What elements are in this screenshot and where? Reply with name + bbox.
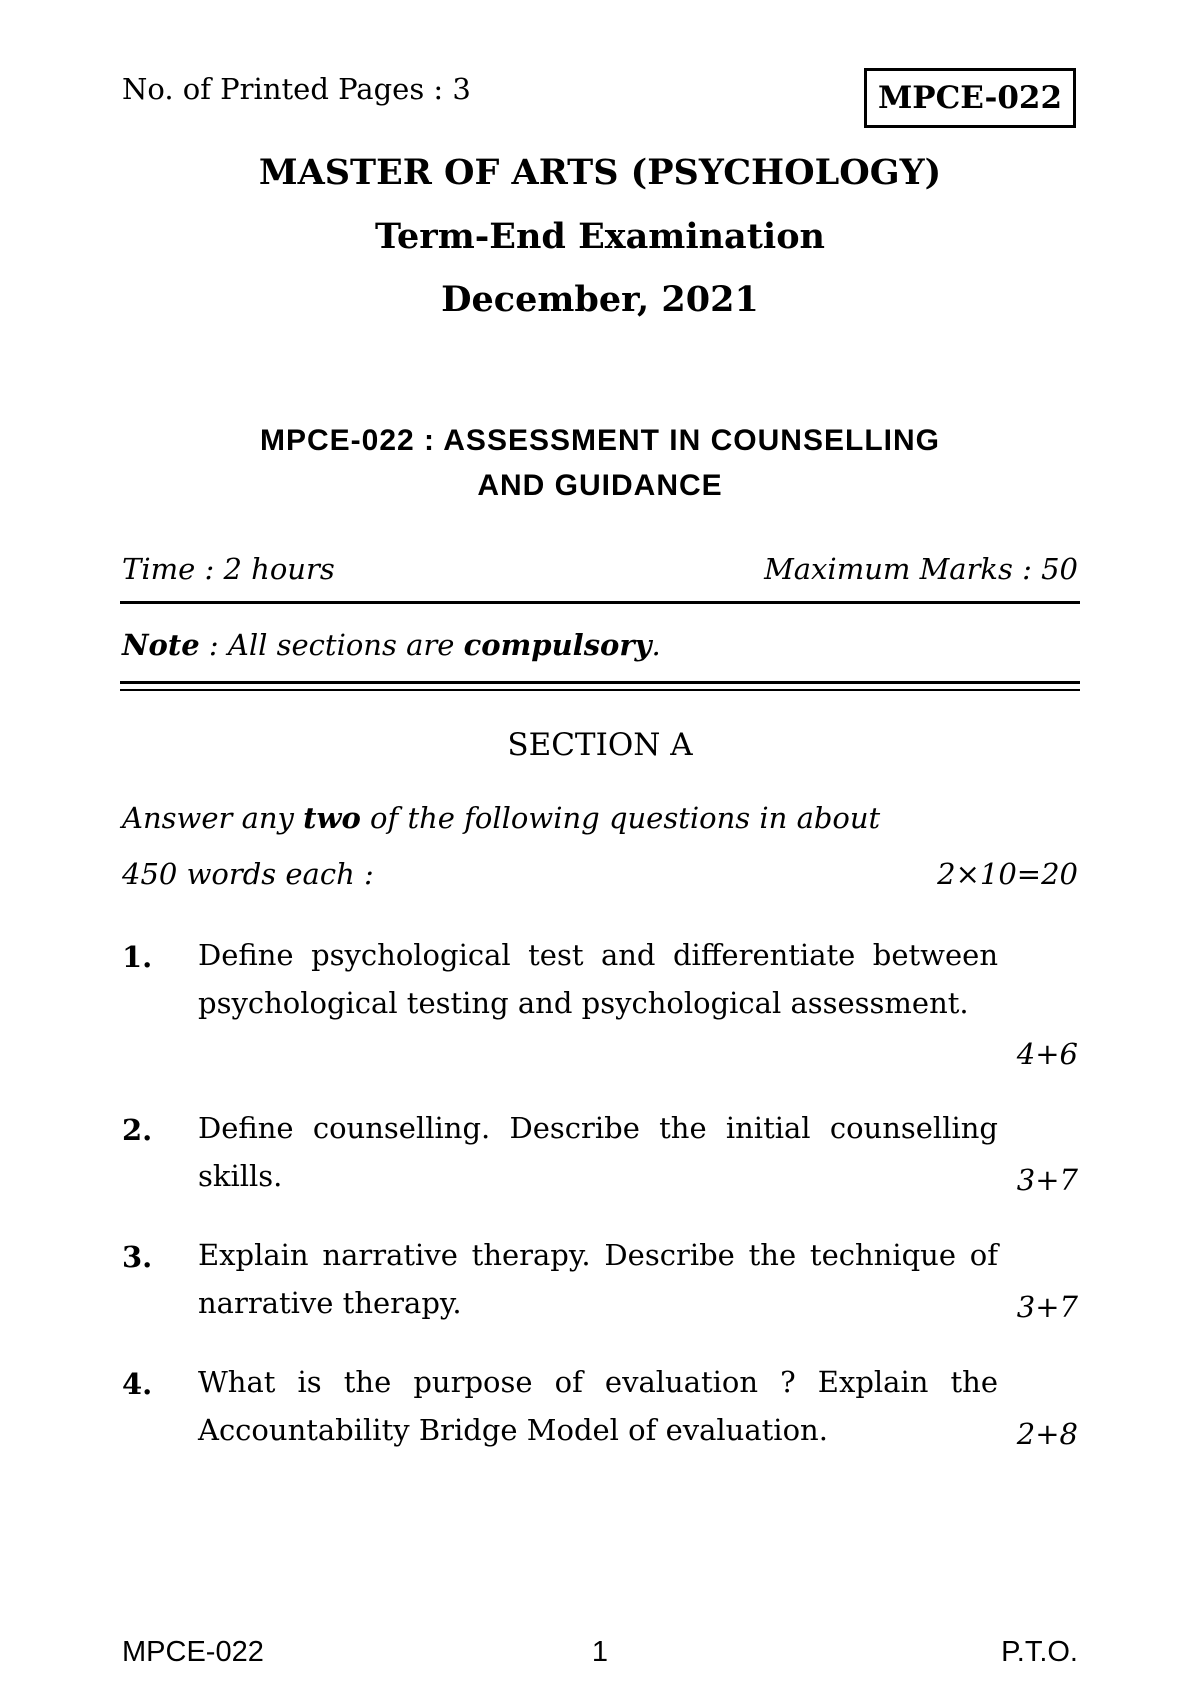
question-number: 3. <box>122 1240 153 1274</box>
footer-paper-code: MPCE-022 <box>122 1636 264 1668</box>
section-title: SECTION A <box>507 727 693 763</box>
printed-pages: No. of Printed Pages : 3 <box>122 72 471 106</box>
instruction-post: of the following questions in about <box>360 801 881 835</box>
question-number: 4. <box>122 1367 153 1401</box>
note-label: Note <box>122 628 200 662</box>
question-text: Define psychological test and differentiate between psychological testing and psychological assessment. <box>198 938 998 1020</box>
section-instruction <box>122 801 880 835</box>
question-number: 1. <box>122 940 153 974</box>
note <box>122 628 661 662</box>
instruction-emphasis: two <box>303 801 361 835</box>
question-number: 2. <box>122 1113 153 1147</box>
page-number: 1 <box>591 1636 609 1668</box>
divider <box>120 601 1080 604</box>
note-text: All sections are <box>227 628 464 662</box>
course-title-line2: AND GUIDANCE <box>477 469 723 502</box>
question-marks: 4+6 <box>1016 1037 1078 1071</box>
question-text: Explain narrative therapy. Describe the technique of narrative therapy. <box>198 1238 998 1320</box>
exam-title: Term-End Examination <box>374 216 825 257</box>
maximum-marks: Maximum Marks : 50 <box>764 552 1078 586</box>
question-text: Define counselling. Describe the initial counselling skills. <box>198 1111 998 1193</box>
double-divider-bottom <box>120 689 1080 691</box>
question-marks: 3+7 <box>1016 1290 1078 1324</box>
paper-code-box: MPCE-022 <box>864 68 1076 128</box>
section-marks: 2×10=20 <box>937 857 1078 891</box>
instruction-pre: Answer any <box>122 801 304 835</box>
note-separator: : <box>199 628 228 662</box>
please-turn-over: P.T.O. <box>1001 1636 1078 1668</box>
time-allowed: Time : 2 hours <box>122 552 335 586</box>
question-marks: 2+8 <box>1016 1417 1078 1451</box>
note-emphasis: compulsory <box>463 628 652 662</box>
question-marks: 3+7 <box>1016 1163 1078 1197</box>
session-title: December, 2021 <box>441 279 759 320</box>
course-title-line1: MPCE-022 : ASSESSMENT IN COUNSELLING <box>260 424 940 457</box>
programme-title: MASTER OF ARTS (PSYCHOLOGY) <box>258 152 942 193</box>
question-text: What is the purpose of evaluation ? Explain the Accountability Bridge Model of evaluation. <box>198 1365 998 1447</box>
double-divider-top <box>120 681 1080 684</box>
instruction-line2: 450 words each : <box>122 857 374 891</box>
note-end: . <box>651 628 661 662</box>
